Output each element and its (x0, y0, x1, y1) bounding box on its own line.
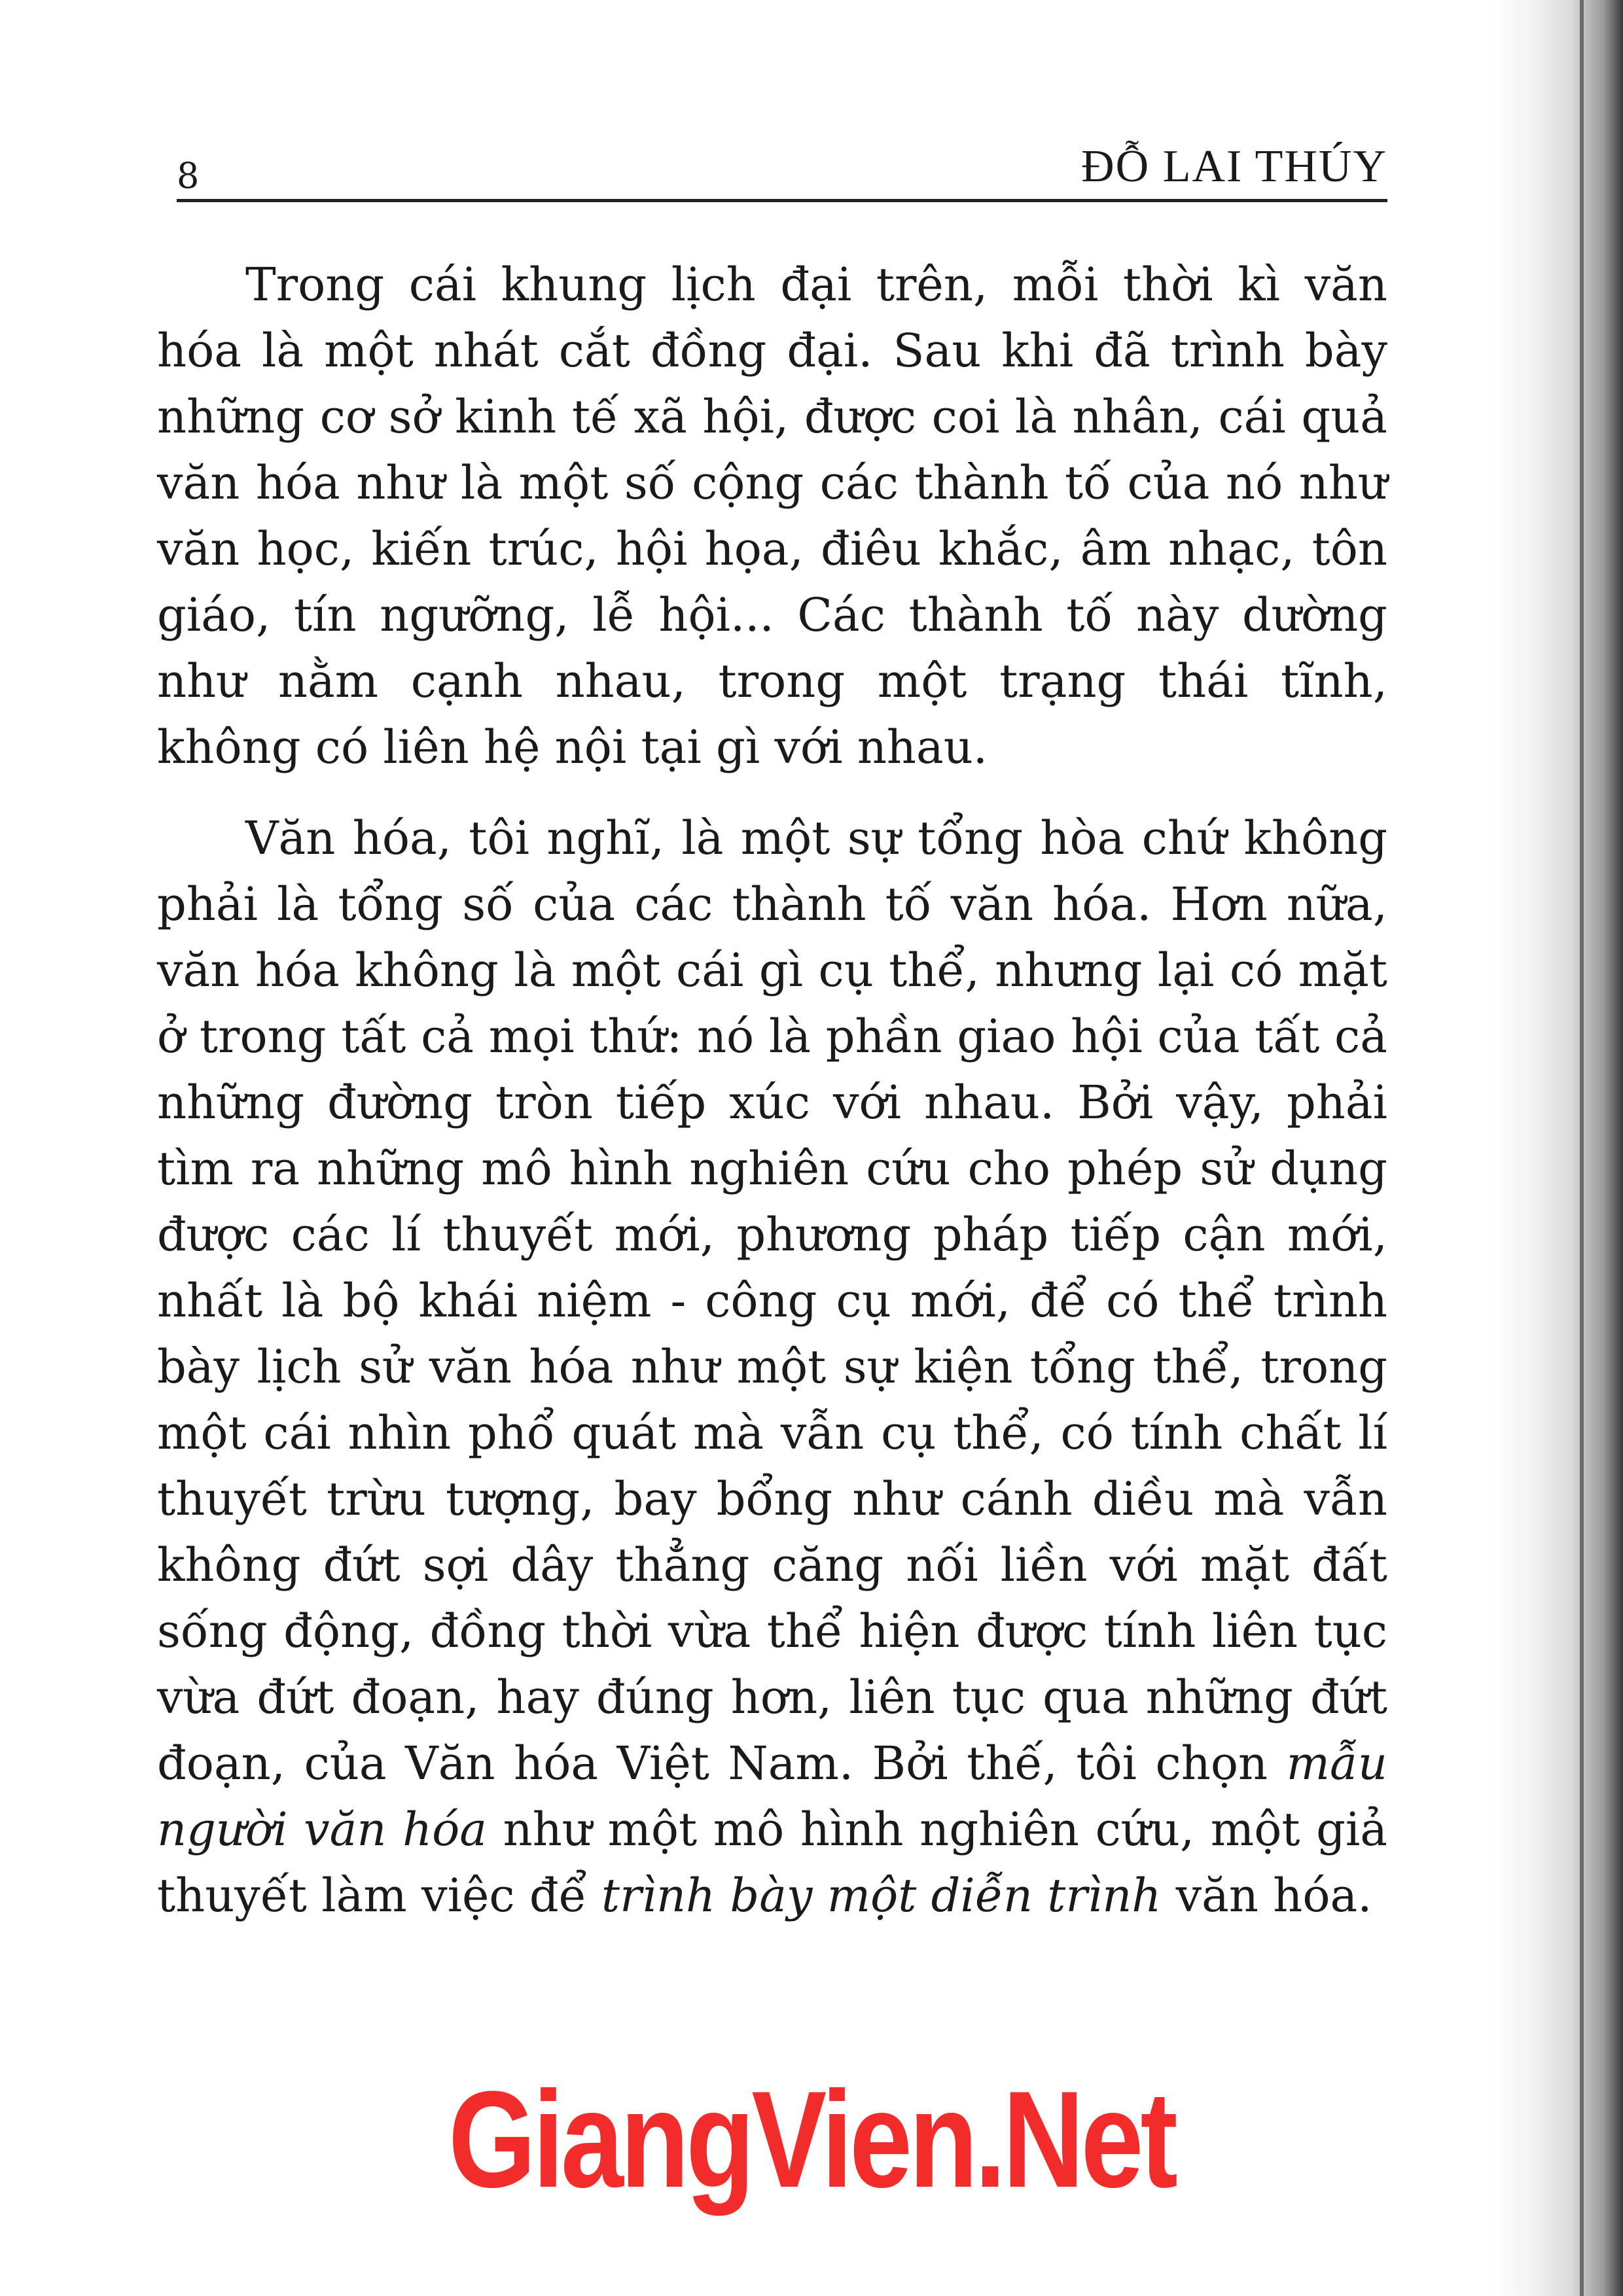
book-spine-shadow (1492, 0, 1623, 2296)
italic-phrase-mau-nguoi-van-hoa: mẫu người văn hóa (157, 1737, 1387, 1856)
paragraph-2-text-b: như một mô hình nghiên cứu, một giả thuyết làm việc để (157, 1803, 1387, 1922)
italic-phrase-trinh-bay-dien-trinh: trình bày một diễn trình (601, 1869, 1162, 1922)
paragraph-2-text-a: Văn hóa, tôi nghĩ, là một sự tổng hòa chứ không phải là tổng số của các thành tố văn hóa. Hơn nữa, văn hóa không là một cái gì cụ thể, nhưng lại có mặt ở trong tất cả mọi thứ: nó là phần giao hội của tất cả những đường tròn tiếp xúc với nhau. Bởi vậy, phải tìm ra những mô hình nghiên cứu cho phép sử dụng được các lí thuyết mới, phương pháp tiếp cận mới, nhất là bộ khái niệm - công cụ mới, để có thể trình bày lịch sử văn hóa như một sự kiện tổng thể, trong một cái nhìn phổ quát mà vẫn cụ thể, có tính chất lí thuyết trừu tượng, bay bổng như cánh diều mà vẫn không đứt sợi dây thẳng căng nối liền với mặt đất sống động, đồng thời vừa thể hiện được tính liên tục vừa đứt đoạn, hay đúng hơn, liên tục qua những đứt đoạn, của Văn hóa Việt Nam. Bởi thế, tôi chọn (157, 811, 1387, 1790)
running-head-author: ĐỖ LAI THÚY (1081, 141, 1387, 192)
page-number: 8 (177, 155, 200, 196)
page-header (177, 131, 1387, 203)
paragraph-2-text-c: văn hóa. (1161, 1869, 1372, 1922)
page-edge-line (1580, 0, 1584, 2296)
paragraph-2 (157, 805, 1387, 1929)
paragraph-1: Trong cái khung lịch đại trên, mỗi thời kì văn hóa là một nhát cắt đồng đại. Sau khi đã trình bày những cơ sở kinh tế xã hội, được coi là nhân, cái quả văn hóa như là một số cộng các thành tố của nó như văn học, kiến trúc, hội họa, điêu khắc, âm nhạc, tôn giáo, tín ngưỡng, lễ hội... Các thành tố này dường như nằm cạnh nhau, trong một trạng thái tĩnh, không có liên hệ nội tại gì với nhau. (157, 258, 1387, 774)
watermark-logo: GiangVien.Net (448, 2062, 1175, 2216)
header-rule (177, 199, 1387, 202)
body-text (157, 252, 1387, 1929)
